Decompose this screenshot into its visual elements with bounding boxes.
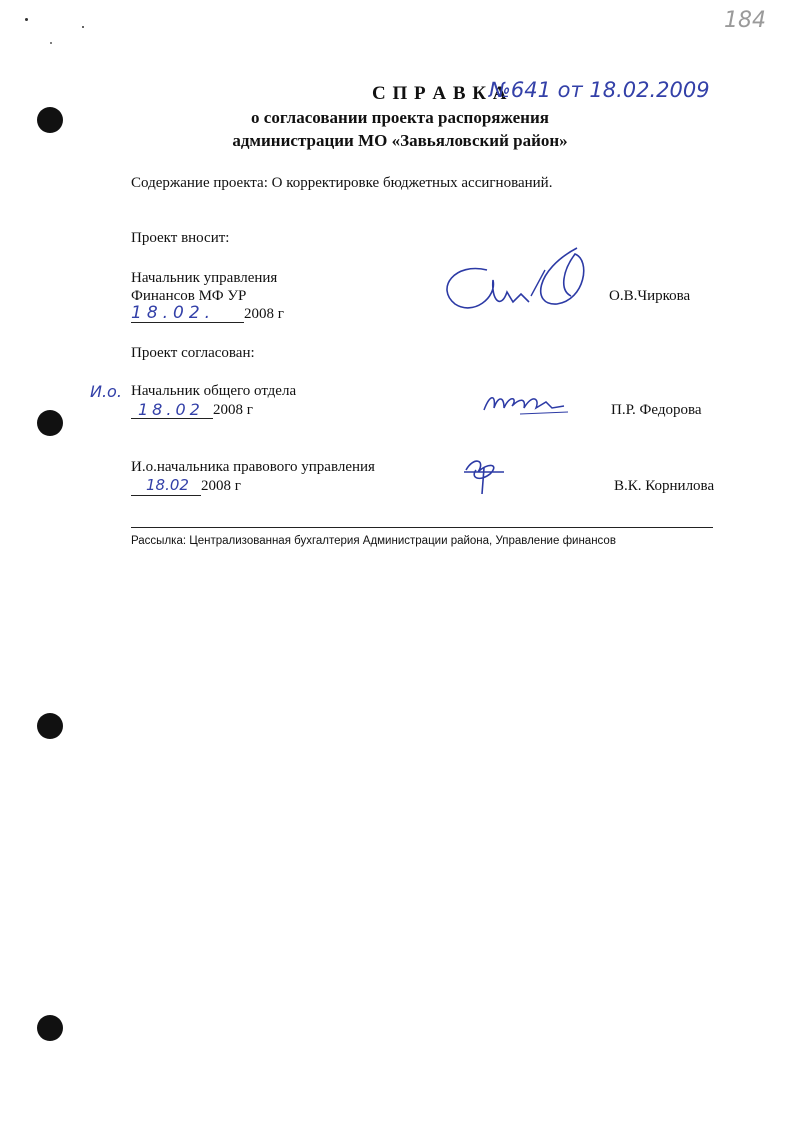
signature-kornilova xyxy=(460,452,510,498)
title-row xyxy=(372,83,508,105)
subtitle-line-2: администрации МО «Завьяловский район» xyxy=(232,131,568,150)
page-title: С П Р А В К А xyxy=(372,83,508,104)
approver1-name: П.Р. Федорова xyxy=(611,402,702,418)
proposer-heading: Проект вносит: xyxy=(131,230,230,246)
page-number: 184 xyxy=(724,8,766,33)
approver1-date-suffix: 2008 г xyxy=(213,402,253,418)
proposer-position-2: Финансов МФ УР xyxy=(131,288,247,304)
distribution-line: Рассылка: Централизованная бухгалтерия Администрации района, Управление финансов xyxy=(131,535,616,547)
project-content: Содержание проекта: О корректировке бюджетных ассигнований. xyxy=(131,175,553,191)
proposer-name: О.В.Чиркова xyxy=(609,288,691,304)
scan-speck xyxy=(50,42,52,44)
approver2-position: И.о.начальника правового управления xyxy=(131,459,375,475)
binder-hole-2 xyxy=(37,410,63,436)
scan-speck xyxy=(25,18,28,21)
handwritten-reference: №641 от 18.02.2009 xyxy=(489,78,710,102)
approver2-date-handwritten: 18.02 xyxy=(146,476,189,494)
proposer-date-suffix: 2008 г xyxy=(244,306,284,322)
approver1-prefix: И.о. xyxy=(90,382,122,401)
distribution-separator xyxy=(131,527,713,528)
binder-hole-3 xyxy=(37,713,63,739)
approved-heading: Проект согласован: xyxy=(131,345,255,361)
binder-hole-4 xyxy=(37,1015,63,1041)
approver2-date-suffix: 2008 г xyxy=(201,478,241,494)
approver1-date-handwritten: 18.02 xyxy=(138,400,204,419)
approver1-position: Начальник общего отдела xyxy=(131,383,297,399)
proposer-position-1: Начальник управления xyxy=(131,270,278,286)
scan-speck xyxy=(82,26,84,28)
approver2-name: В.К. Корнилова xyxy=(614,478,715,494)
signature-chirkova xyxy=(435,240,590,320)
proposer-date-handwritten: 18.02. xyxy=(131,303,216,323)
subtitle-line-1: о согласовании проекта распоряжения xyxy=(251,108,549,127)
approver2-date-line xyxy=(131,495,201,496)
signature-fedorova xyxy=(480,388,570,420)
